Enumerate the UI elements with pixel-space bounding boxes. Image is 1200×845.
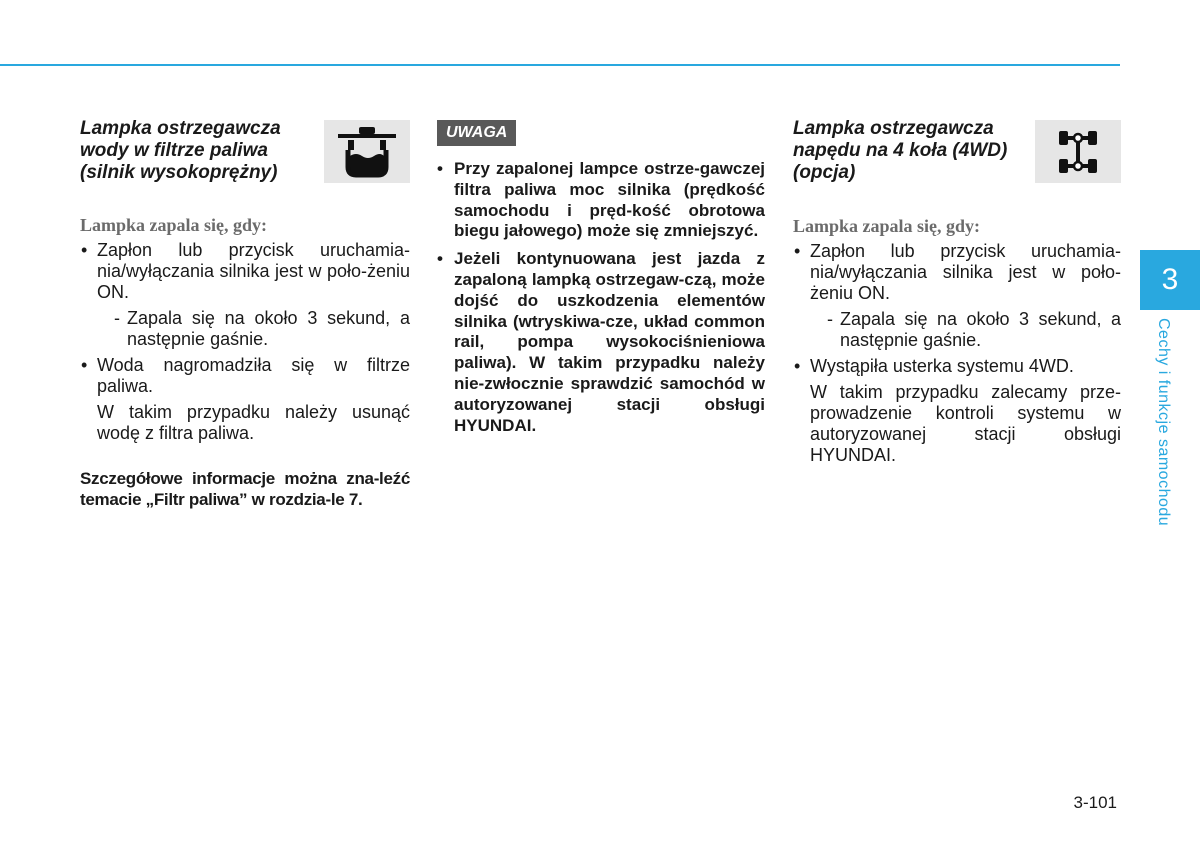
- list-item-text: Woda nagromadziła się w filtrze paliwa.: [97, 355, 410, 396]
- chapter-tab: 3: [1140, 250, 1200, 310]
- section-title: Lampka ostrzegawcza wody w filtrze paliwa (silnik wysokoprężny): [80, 118, 281, 183]
- warning-text: Przy zapalonej lampce ostrze-gawczej filtra paliwa moc silnika (prędkość samochodu i pręd-kość obrotowa biegu jałowego) może się zmniejszyć.: [454, 159, 765, 241]
- column-4wd: [793, 118, 1121, 471]
- condition-heading: Lampka zapala się, gdy:: [80, 215, 268, 235]
- bullet-icon: •: [81, 240, 88, 260]
- list-item: [793, 241, 1121, 351]
- condition-heading: Lampka zapala się, gdy:: [793, 216, 981, 236]
- bullet-icon: •: [81, 355, 88, 375]
- fuel-filter-water-icon: [324, 120, 410, 183]
- bullet-icon: •: [437, 249, 443, 269]
- warning-text: Jeżeli kontynuowana jest jazda z zapaloną lampką ostrzegaw-czą, może dojść do uszkodzenia elementów silnika (wtryskiwa-cze, układ common rail, pompa wysokociśnieniowa paliwa). W takim przypadku należy nie-zwłocznie sprawdzić samochód w autoryzowanej stacji obsługi HYUNDAI.: [454, 249, 765, 435]
- list-item-text: Zapłon lub przycisk uruchamia-nia/wyłączania silnika jest w poło-żeniu ON.: [97, 240, 410, 302]
- condition-list: [80, 240, 410, 444]
- condition-list: [793, 241, 1121, 466]
- chapter-title: Cechy i funkcje samochodu: [1155, 318, 1172, 527]
- bullet-icon: •: [437, 159, 443, 178]
- list-item-text: Zapłon lub przycisk uruchamia-nia/wyłączania silnika jest w poło-żeniu ON.: [810, 241, 1121, 303]
- dash-icon: -: [827, 309, 833, 329]
- sub-item-text: Zapala się na około 3 sekund, a następnie gaśnie.: [127, 308, 410, 349]
- warning-list: [437, 159, 765, 436]
- bullet-icon: •: [794, 356, 801, 376]
- column-fuel-filter: [80, 118, 410, 510]
- warning-item: [437, 249, 765, 436]
- reference-note: Szczegółowe informacje można zna-leźć temacie „Filtr paliwa” w rozdzia-le 7.: [80, 469, 410, 509]
- sub-item: [97, 308, 410, 350]
- section-header: [793, 118, 1121, 186]
- sub-item: [810, 309, 1121, 351]
- list-item: [80, 355, 410, 444]
- sub-item-text: Zapala się na około 3 sekund, a następnie gaśnie.: [840, 309, 1121, 350]
- bullet-icon: •: [794, 241, 801, 261]
- dash-icon: -: [114, 308, 120, 328]
- list-item-text: Wystąpiła usterka systemu 4WD.: [810, 356, 1074, 376]
- section-header: [80, 118, 410, 186]
- column-warning: [437, 118, 765, 443]
- list-item: [80, 240, 410, 350]
- 4wd-drivetrain-icon: [1035, 120, 1121, 183]
- page-number: 3-101: [1073, 793, 1117, 812]
- section-title: Lampka ostrzegawcza napędu na 4 koła (4WD) (opcja): [793, 118, 1008, 183]
- list-item: [793, 356, 1121, 466]
- warning-item: [437, 159, 765, 242]
- list-item-note: W takim przypadku należy usunąć wodę z filtra paliwa.: [97, 402, 410, 443]
- header-rule: [0, 64, 1120, 66]
- warning-badge: UWAGA: [437, 120, 516, 146]
- list-item-note: W takim przypadku zalecamy prze-prowadzenie kontroli systemu w autoryzowanej stacji obsługi HYUNDAI.: [810, 382, 1121, 465]
